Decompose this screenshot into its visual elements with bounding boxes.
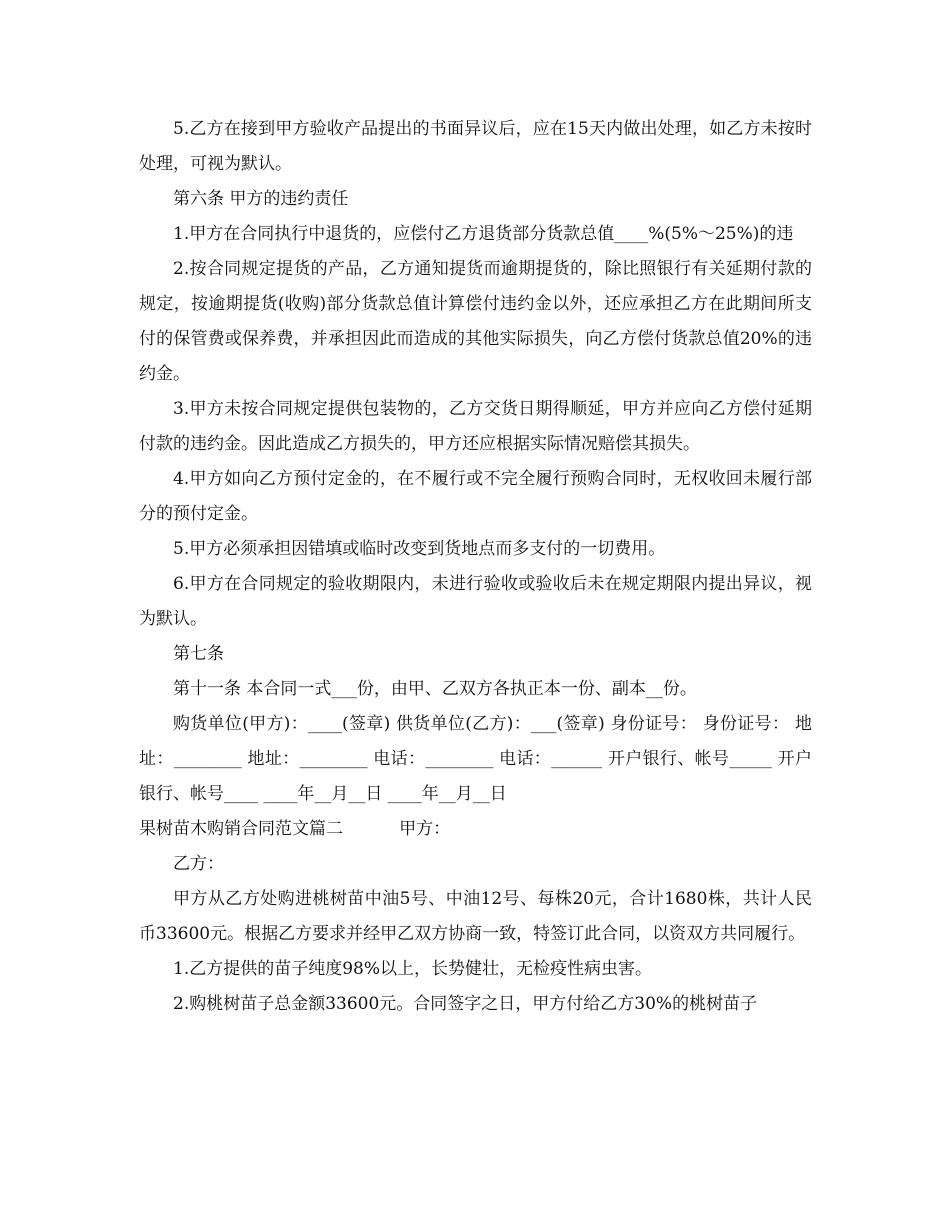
purchase-description: 甲方从乙方处购进桃树苗中油5号、中油12号、每株20元，合计1680株，共计人民币33600元。根据乙方要求并经甲乙双方协商一致，特签订此合同，以资双方共同履行。 (139, 889, 812, 944)
article-11-copies: 第十一条 本合同一式___份，由甲、乙双方各执正本一份、副本__份。 (173, 679, 697, 699)
document-body (139, 112, 812, 1022)
party-a-label: 甲方： (399, 819, 451, 839)
paragraph-6-2: 2.按合同规定提货的产品，乙方通知提货而逾期提货的，除比照银行有关延期付款的规定，按逾期提货(收购)部分货款总值计算偿付违约金以外，还应承担乙方在此期间所支付的保管费或保养费，并承担因此而造成的其他实际损失，向乙方偿付货款总值20%的违约金。 (139, 259, 812, 384)
section-2-title: 果树苗木购销合同范文篇二 (139, 819, 343, 839)
section-2-title-line (139, 812, 812, 847)
article-6-heading: 第六条 甲方的违约责任 (173, 189, 349, 209)
clause-1-quality: 1.乙方提供的苗子纯度98%以上，长势健壮，无检疫性病虫害。 (173, 959, 653, 979)
paragraph-6-4: 4.甲方如向乙方预付定金的，在不履行或不完全履行预购合同时，无权收回未履行部分的预付定金。 (139, 469, 812, 524)
party-b-label: 乙方： (173, 854, 224, 874)
signature-block: 购货单位(甲方)：____(签章) 供货单位(乙方)：___(签章) 身份证号： 身份证号： 地址：________ 地址：________ 电话：________ 电话：______ 开户银行、帐号_____ 开户银行、帐号____ ____年__月__日 ____年__月__日 (139, 714, 812, 804)
paragraph-5-yi-objection: 5.乙方在接到甲方验收产品提出的书面异议后，应在15天内做出处理，如乙方未按时处理，可视为默认。 (139, 119, 812, 174)
paragraph-6-5: 5.甲方必须承担因错填或临时改变到货地点而多支付的一切费用。 (173, 539, 666, 559)
paragraph-6-3: 3.甲方未按合同规定提供包装物的，乙方交货日期得顺延，甲方并应向乙方偿付延期付款的违约金。因此造成乙方损失的，甲方还应根据实际情况赔偿其损失。 (139, 399, 812, 454)
paragraph-6-6: 6.甲方在合同规定的验收期限内，未进行验收或验收后未在规定期限内提出异议，视为默认。 (139, 574, 812, 629)
article-7-heading: 第七条 (173, 644, 224, 664)
clause-2-payment: 2.购桃树苗子总金额33600元。合同签字之日，甲方付给乙方30%的桃树苗子 (173, 994, 758, 1014)
paragraph-6-1: 1.甲方在合同执行中退货的，应偿付乙方退货部分货款总值____%(5%～25%)的违 (173, 224, 794, 244)
